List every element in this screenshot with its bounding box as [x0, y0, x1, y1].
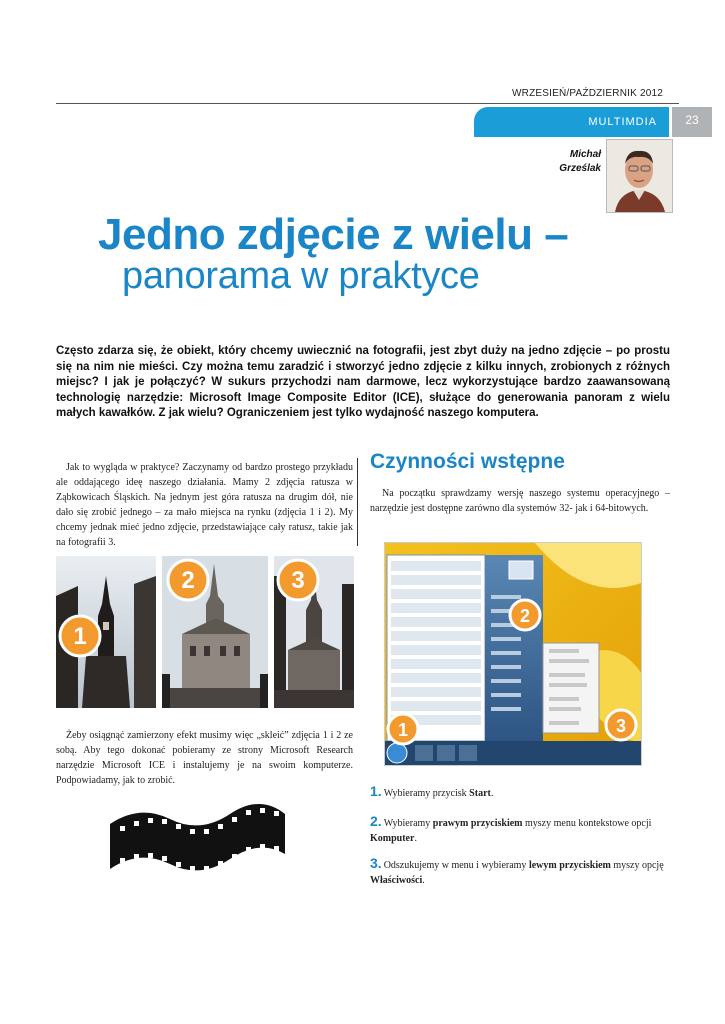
step-1: [370, 784, 670, 801]
step-2-end: .: [414, 833, 417, 844]
step-1-text: Wybieramy przycisk: [383, 788, 470, 799]
step-1-bold: Start: [469, 788, 491, 799]
photo-badge-3: [274, 556, 322, 604]
step-3-text: Odszukujemy w menu i wybieramy: [383, 860, 529, 871]
step-3: [370, 856, 670, 888]
step-2-bold-2: Komputer: [370, 833, 415, 844]
page-number: 23: [672, 107, 712, 137]
author-photo: [606, 139, 673, 213]
film-strip-icon: [100, 784, 290, 904]
step-3-end: .: [422, 875, 425, 886]
svg-text:2: 2: [519, 606, 531, 626]
article-lead: Często zdarza się, że obiekt, który chcemy uwiecznić na fotografii, jest zbyt duży na jedno zdjęcie – po prostu się na nim nie mieści. Czy można temu zaradzić i stworzyć jedno zdjęcie z kilku innych, zrobionych z różnych miejsc? I jak je połączyć? W sukurs przychodzi nam darmowe, lecz wykorzystujące bardzo zaawansowaną technologię narzędzie: Microsoft Image Composite Editor (ICE), służące do generowania panoram z wielu małych kawałków. Z jak wielu? Ograniczeniem jest tylko wydajność naszego komputera.: [56, 345, 670, 419]
issue-date: WRZESIEŃ/PAŹDZIERNIK 2012: [512, 88, 663, 99]
step-3-bold-2: Właściwości: [370, 875, 423, 886]
author-first-name: Michał: [569, 149, 601, 160]
article-title: Jedno zdjęcie z wielu –: [98, 210, 569, 259]
step-3-number: 3.: [370, 855, 382, 871]
start-menu-screenshot: [384, 542, 642, 766]
article-subtitle: panorama w praktyce: [122, 255, 480, 297]
step-2-number: 2.: [370, 813, 382, 829]
header-rule: [56, 103, 679, 104]
svg-text:3: 3: [291, 567, 305, 594]
svg-text:1: 1: [73, 623, 87, 650]
photo-badge-1: [56, 612, 104, 660]
left-paragraph-2: Żeby osiągnąć zamierzony efekt musimy więc „skleić” zdjęcia 1 i 2 ze sobą. Aby tego dokonać pobieramy ze strony Microsoft Research narzędzie Microsoft ICE i instalujemy je na swoim komputerze. Podpowiadamy, jak to zrobić.: [56, 730, 353, 786]
section-label: MULTIMDIA: [474, 107, 669, 137]
section-heading: Czynności wstępne: [370, 450, 565, 473]
author-byline: [559, 148, 601, 176]
author-last-name: Grześlak: [559, 163, 601, 174]
svg-text:1: 1: [397, 720, 409, 740]
svg-text:2: 2: [181, 567, 195, 594]
step-1-end: .: [490, 788, 494, 799]
svg-text:3: 3: [615, 716, 627, 736]
step-2-text: Wybieramy: [383, 818, 433, 829]
step-2-mid: myszy menu kontekstowe opcji: [522, 818, 652, 829]
photo-badge-2: [164, 556, 212, 604]
step-1-number: 1.: [370, 783, 382, 799]
step-2-bold: prawym przyciskiem: [432, 818, 523, 829]
column-divider: [357, 458, 358, 546]
right-paragraph-1: Na początku sprawdzamy wersję naszego systemu operacyjnego – narzędzie jest dostępne zarówno dla systemów 32- jak i 64-bitowych.: [370, 488, 670, 514]
step-3-mid: myszy opcję: [610, 860, 664, 871]
left-paragraph-1: Jak to wygląda w praktyce? Zaczynamy od bardzo prostego przykładu ale oddającego ideę naszego działania. Mamy 2 zdjęcia ratusza w Ząbkowicach Śląskich. Na jednym jest góra ratusza na drugim dół, nie dało się zrobić jednego – za mało miejsca na rynku (zdjęcia 1 i 2). My chcemy jednak mieć jedno zdjęcie, przedstawiające cały ratusz, takie jak na fotografii 3.: [56, 462, 353, 548]
step-2: [370, 814, 670, 846]
step-3-bold: lewym przyciskiem: [528, 860, 611, 871]
